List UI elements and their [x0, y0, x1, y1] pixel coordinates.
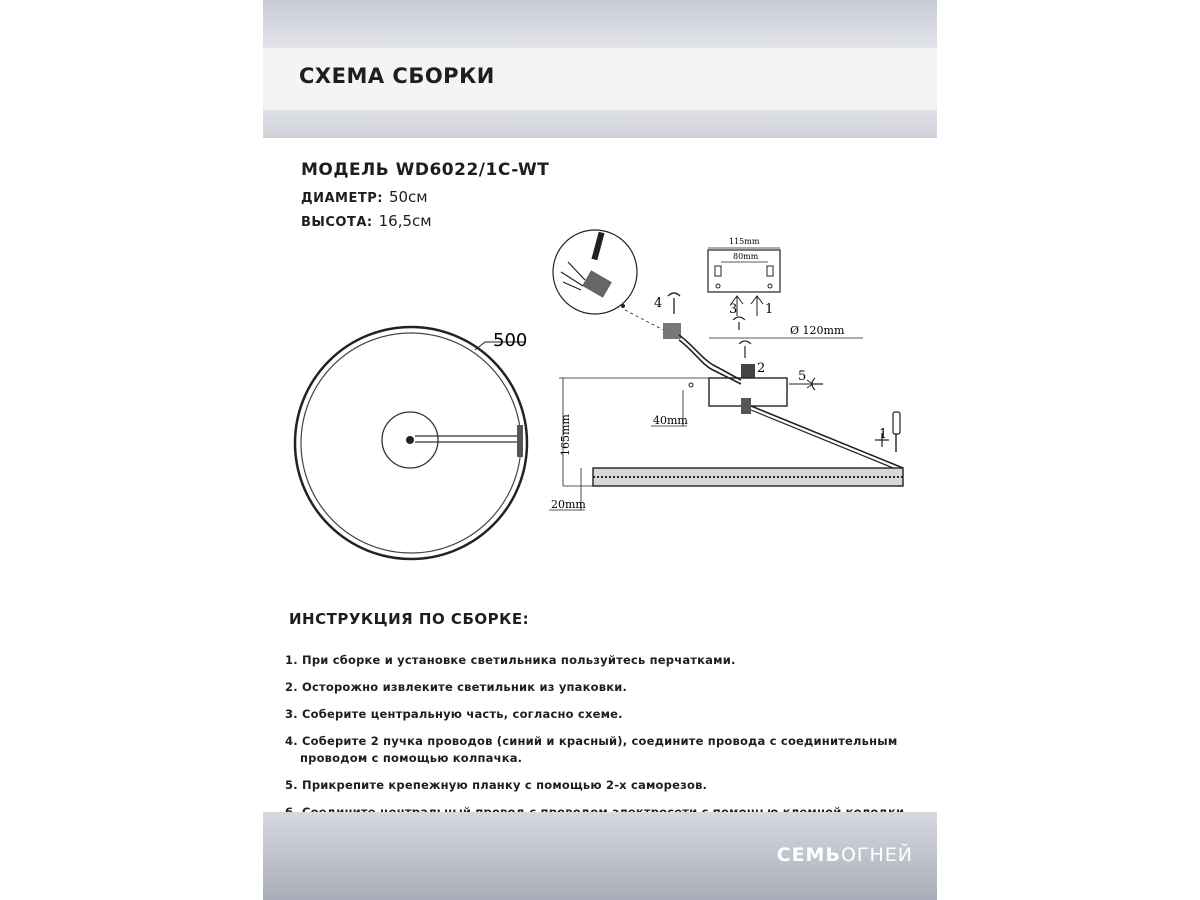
- step-5-label: 5: [798, 369, 807, 384]
- screw-icon: [668, 293, 680, 314]
- instructions-title: ИНСТРУКЦИЯ ПО СБОРКЕ:: [289, 610, 530, 628]
- step-4-marker: [654, 293, 741, 384]
- step-number: 2.: [285, 680, 298, 694]
- diameter-spec: [301, 188, 549, 206]
- screw-icon: [733, 317, 745, 330]
- top-view: [295, 327, 527, 559]
- detail-screwdriver: [591, 232, 604, 261]
- instruction-sheet: [263, 0, 937, 900]
- step-text: Соберите 2 пучка проводов (синий и красный), соедините провода с соединительным: [302, 734, 898, 748]
- step-3-label: 3: [729, 302, 738, 317]
- connector-detail: [553, 230, 671, 334]
- wire-a: [679, 335, 741, 380]
- brand-bold: СЕМЬ: [776, 844, 841, 866]
- diameter-label: ДИАМЕТР:: [301, 191, 383, 206]
- footer-band: [263, 812, 937, 900]
- bracket-slot-left: [715, 266, 721, 276]
- terminal-block: [741, 364, 755, 378]
- ring-profile: [593, 468, 903, 486]
- step-number: 3.: [285, 707, 298, 721]
- screwdriver-handle: [893, 412, 900, 434]
- arm-clamp: [517, 425, 523, 457]
- step-text: Соберите центральную часть, согласно схеме.: [302, 707, 623, 721]
- step-1-label: 1: [879, 427, 888, 442]
- list-item: [285, 733, 935, 767]
- arrow-up-icon: [751, 296, 763, 316]
- brand-logo: [777, 844, 913, 866]
- bracket-detail: [708, 237, 780, 330]
- detail-circle: [553, 230, 637, 314]
- height-dim-label: 165mm: [559, 414, 572, 456]
- connector-block: [663, 323, 681, 339]
- step-text: Осторожно извлеките светильник из упаковки.: [302, 680, 628, 694]
- canopy-center: [406, 436, 414, 444]
- model-name: МОДЕЛЬ WD6022/1C-WT: [301, 160, 550, 180]
- bracket-hole-left: [716, 284, 720, 288]
- step-number: 4.: [285, 734, 298, 748]
- bracket-inner-label: 80mm: [733, 252, 759, 261]
- screw-icon: [739, 341, 751, 358]
- step-number: 5.: [285, 778, 298, 792]
- canopy-mark: [689, 383, 693, 387]
- bracket-slot-right: [767, 266, 773, 276]
- instructions-list: [285, 652, 935, 831]
- canopy-height-label: 40mm: [653, 414, 688, 427]
- canopy-diameter-label: Ø 120mm: [790, 324, 845, 337]
- list-item: [285, 706, 935, 723]
- step-number: 1.: [285, 653, 298, 667]
- diameter-dim-label: 500: [493, 330, 528, 351]
- step-4-label: 4: [654, 296, 663, 311]
- step-1-label-top: 1: [765, 302, 774, 317]
- diameter-value: 50см: [388, 188, 428, 206]
- arm-mount: [741, 398, 751, 414]
- detail-block: [582, 270, 612, 298]
- detail-wires: [561, 262, 585, 290]
- detail-dot: [621, 304, 625, 308]
- list-item: [285, 679, 935, 696]
- bracket-hole-right: [768, 284, 772, 288]
- page-title: СХЕМА СБОРКИ: [299, 64, 495, 88]
- step-2-label: 2: [757, 361, 766, 376]
- step-text: Прикрепите крепежную планку с помощью 2-х саморезов.: [302, 778, 708, 792]
- side-view: [549, 324, 903, 511]
- screw-icon: [811, 378, 823, 390]
- step-text: При сборке и установке светильника пользуйтесь перчатками.: [302, 653, 736, 667]
- brand-light: ОГНЕЙ: [840, 844, 913, 866]
- step-text-continued: проводом с помощью колпачка.: [300, 751, 523, 765]
- bracket-width-label: 115mm: [729, 237, 760, 246]
- height-label: ВЫСОТА:: [301, 215, 373, 230]
- ring-height-label: 20mm: [551, 498, 586, 511]
- list-item: [285, 652, 935, 669]
- list-item: [285, 777, 935, 794]
- assembly-diagram: [263, 220, 937, 590]
- height-value: 16,5см: [378, 212, 432, 230]
- header-band: [263, 0, 937, 138]
